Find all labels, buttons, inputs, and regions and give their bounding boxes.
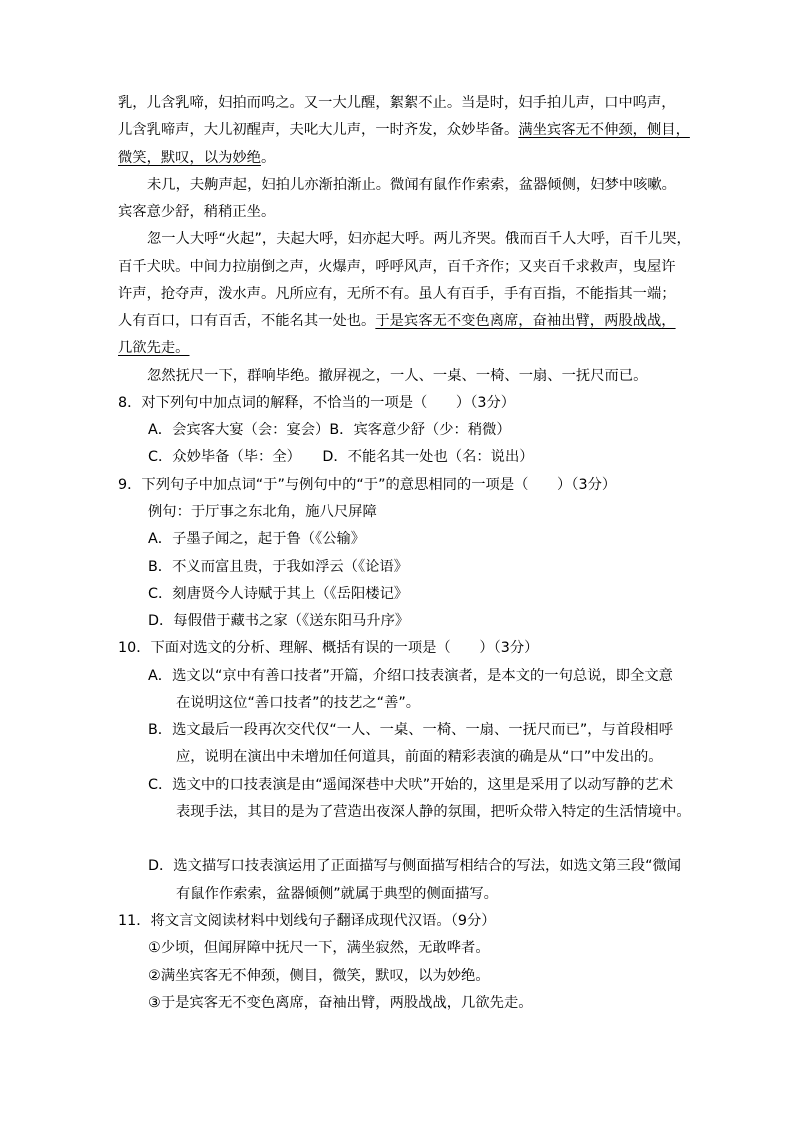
underlined-sentence: 几欲先走。	[118, 340, 190, 357]
text-line	[118, 744, 698, 771]
option-line	[118, 990, 698, 1017]
underlined-sentence: 满坐宾客无不伸颈，侧目，	[518, 122, 690, 139]
text-line	[118, 308, 698, 335]
text-segment: D．每假借于藏书之家（《送东阳马升序》	[148, 613, 410, 630]
text-segment: ②满坐宾客无不伸颈，侧目，微笑，默叹，以为妙绝。	[148, 967, 490, 984]
text-segment: A．选文以“京中有善口技者”开篇，介绍口技表演者，是本文的一句总说，即全文意	[148, 667, 673, 684]
option-line	[118, 853, 698, 880]
option-line	[118, 444, 698, 471]
text-segment: 11．将文言文阅读材料中划线句子翻译成现代汉语。（9分）	[118, 912, 496, 929]
text-segment: 8．对下列句中加点词的解释，不恰当的一项是（ ）（3分）	[118, 394, 516, 411]
option-line	[118, 772, 698, 799]
text-segment: 百千犬吠。中间力拉崩倒之声，火爆声，呼呼风声，百千齐作；又夹百千求救声，曳屋许	[118, 258, 676, 275]
text-segment: ①少顷，但闻屏障中抚尺一下，满坐寂然，无敢哗者。	[148, 940, 490, 957]
option-line	[118, 526, 698, 553]
text-segment: 。	[260, 149, 276, 166]
text-segment: 10．下面对选文的分析、理解、概括有误的一项是（ ）（3分）	[118, 640, 539, 657]
text-segment: 未几，夫齁声起，妇拍儿亦渐拍渐止。微闻有鼠作作索索，盆器倾侧，妇梦中咳嗽。	[147, 176, 676, 193]
text-line	[118, 690, 698, 717]
option-line	[118, 663, 698, 690]
question-line	[118, 472, 698, 499]
option-line	[118, 963, 698, 990]
text-segment: 有鼠作作索索，盆器倾侧”就属于典型的侧面描写。	[176, 885, 498, 902]
option-line	[118, 417, 698, 444]
text-segment: 忽一人大呼“火起”，夫起大呼，妇亦起大呼。两儿齐哭。俄而百千人大呼，百千儿哭，	[147, 231, 691, 248]
text-segment: 乳，儿含乳啼，妇拍而呜之。又一大儿醒，絮絮不止。当是时，妇手拍儿声，口中呜声，	[118, 95, 676, 111]
text-segment: C．众妙毕备（毕：全） D．不能名其一处也（名：说出）	[148, 449, 534, 466]
text-line	[118, 199, 698, 226]
option-line	[118, 499, 698, 526]
text-segment: 宾客意少舒，稍稍正坐。	[118, 204, 276, 221]
text-segment: 应，说明在演出中未增加任何道具，前面的精彩表演的确是从“口”中发出的。	[176, 749, 663, 766]
text-segment: 人有百口，口有百舌，不能名其一处也。	[118, 313, 376, 330]
text-line	[118, 90, 698, 117]
text-line	[118, 335, 698, 362]
text-line	[118, 226, 698, 253]
text-line	[118, 172, 698, 199]
text-line	[118, 363, 698, 390]
option-line	[118, 581, 698, 608]
text-segment: A．会宾客大宴（会：宴会）B．宾客意少舒（少：稍微）	[148, 422, 511, 439]
option-line	[118, 717, 698, 744]
text-segment: 儿含乳啼声，大儿初醒声，夫叱大儿声，一时齐发，众妙毕备。	[118, 122, 519, 139]
underlined-sentence: 于是宾客无不变色离席，奋袖出臂，两股战战，	[375, 313, 676, 330]
text-segment: 9．下列句子中加点词“于”与例句中的“于”的意思相同的一项是（ ）（3分）	[118, 476, 617, 493]
blank-line	[118, 826, 698, 853]
text-line	[118, 254, 698, 281]
text-segment: 许声，抢夺声，泼水声。凡所应有，无所不有。虽人有百手，手有百指，不能指其一端；	[118, 285, 676, 302]
text-segment: 忽然抚尺一下，群响毕绝。撤屏视之，一人、一桌、一椅、一扇、一抚尺而已。	[147, 367, 648, 384]
question-line	[118, 390, 698, 417]
underlined-sentence: 微笑，默叹，以为妙绝	[118, 149, 261, 166]
text-segment: A．子墨子闻之，起于鲁（《公输》	[148, 531, 366, 548]
option-line	[118, 608, 698, 635]
option-line	[118, 935, 698, 962]
text-segment: 例句：于厅事之东北角，施八尺屏障	[148, 503, 377, 520]
text-segment: ③于是宾客无不变色离席，奋袖出臂，两股战战，几欲先走。	[148, 994, 533, 1011]
text-segment: B．不义而富且贵，于我如浮云（《论语》	[148, 558, 408, 575]
document-page	[118, 90, 698, 1017]
text-segment: C．刻唐贤今人诗赋于其上（《岳阳楼记》	[148, 585, 409, 602]
question-line	[118, 908, 698, 935]
text-line	[118, 145, 698, 172]
text-line	[118, 881, 698, 908]
text-segment: B．选文最后一段再次交代仅“一人、一桌、一椅、一扇、一抚尺而已”，与首段相呼	[148, 722, 674, 739]
text-segment: C．选文中的口技表演是由“遥闻深巷中犬吠”开始的，这里是采用了以动写静的艺术	[148, 776, 674, 793]
text-segment: 表现手法，其目的是为了营造出夜深人静的氛围，把听众带入特定的生活情境中。	[176, 803, 691, 820]
text-line	[118, 281, 698, 308]
question-line	[118, 635, 698, 662]
text-segment: 在说明这位“善口技者”的技艺之“善”。	[176, 694, 421, 711]
text-segment: D．选文描写口技表演运用了正面描写与侧面描写相结合的写法，如选文第三段“微闻	[148, 858, 682, 875]
text-line	[118, 799, 698, 826]
text-line	[118, 117, 698, 144]
option-line	[118, 554, 698, 581]
